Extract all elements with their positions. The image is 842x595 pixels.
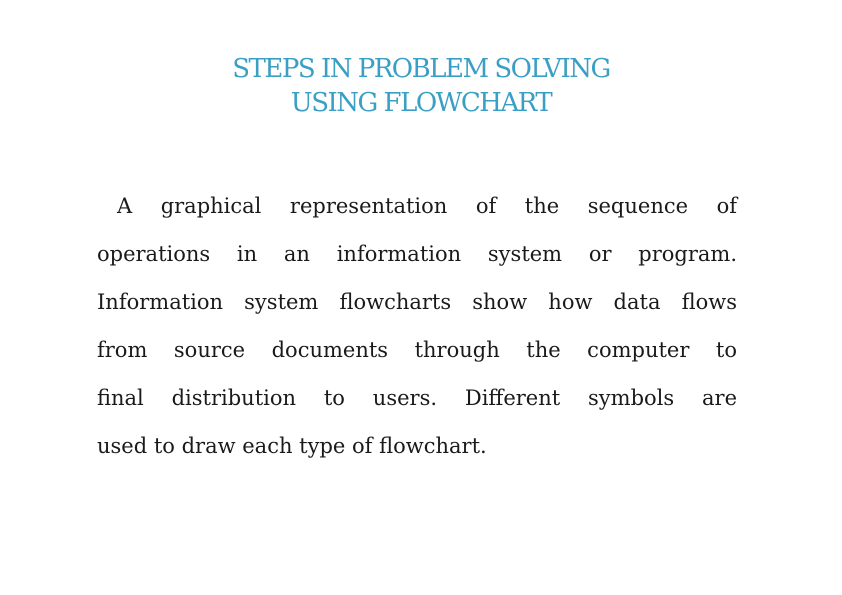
body-line-2: operations in an information system or program. — [97, 242, 737, 266]
title-line-1: STEPS IN PROBLEM SOLVING — [232, 54, 610, 84]
body-line-4: from source documents through the computer to — [97, 338, 737, 362]
body-line-1: A graphical representation of the sequence of — [117, 194, 737, 218]
body-line-3: Information system flowcharts show how data flows — [97, 290, 737, 314]
title-line-2: USING FLOWCHART — [290, 88, 552, 118]
slide-title — [0, 52, 842, 120]
body-line-6: used to draw each type of flowchart. — [97, 434, 487, 458]
body-line-5: final distribution to users. Different symbols are — [97, 386, 737, 410]
body-paragraph — [97, 186, 737, 474]
